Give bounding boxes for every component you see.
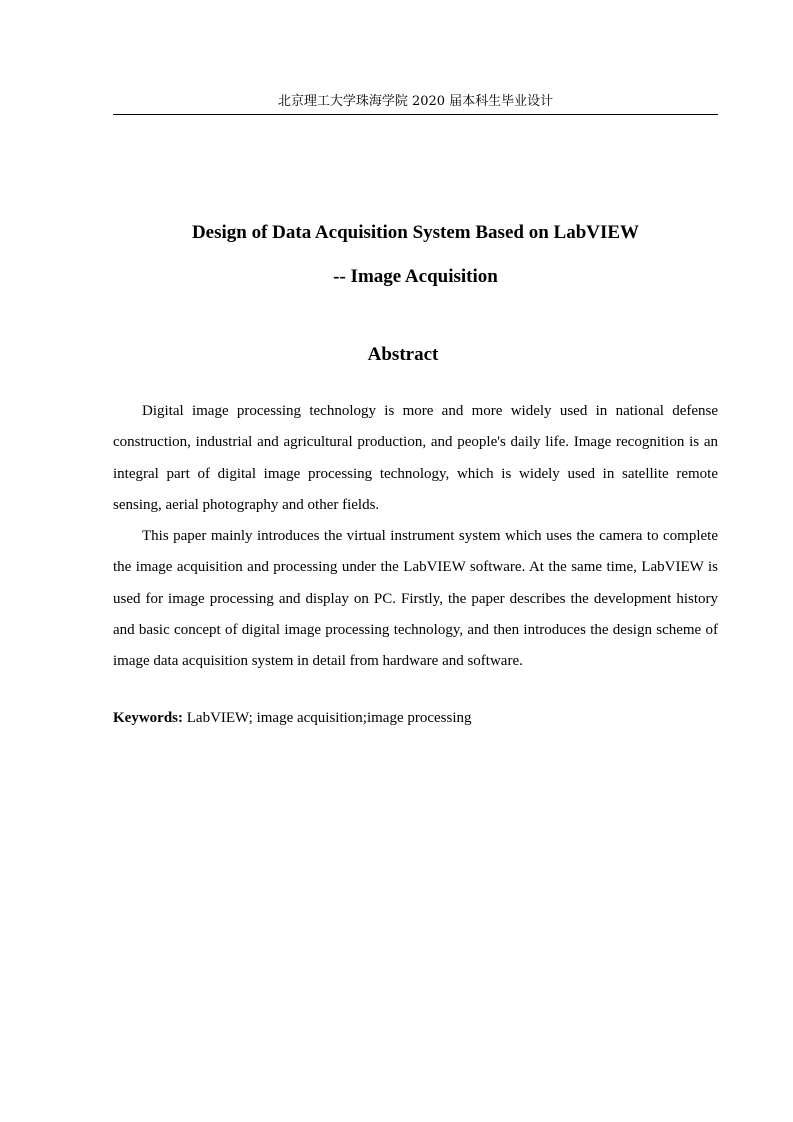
keywords-line: [113, 708, 718, 728]
keywords-label: Keywords:: [113, 710, 183, 726]
abstract-paragraph: This paper mainly introduces the virtual instrument system which uses the camera to complete the image acquisition and processing under the LabVIEW software. At the same time, LabVIEW is used for image processing and display on PC. Firstly, the paper describes the development history and basic concept of digital image processing technology, and then introduces the design scheme of image data acquisition system in detail from hardware and software.: [113, 528, 718, 670]
thesis-subtitle: -- Image Acquisition: [333, 266, 498, 287]
keywords-text: LabVIEW; image acquisition;image processing: [183, 710, 472, 726]
running-header: 北京理工大学珠海学院 2020 届本科生毕业设计: [277, 94, 554, 109]
header-rule: [113, 114, 718, 115]
thesis-title: Design of Data Acquisition System Based on LabVIEW: [191, 222, 640, 243]
abstract-heading: Abstract: [367, 344, 439, 365]
abstract-paragraph: Digital image processing technology is more and more widely used in national defense construction, industrial and agricultural production, and people's daily life. Image recognition is an integral part of digital image processing technology, which is widely used in satellite remote sensing, aerial photography and other fields.: [113, 403, 718, 513]
abstract-body: [113, 396, 718, 678]
